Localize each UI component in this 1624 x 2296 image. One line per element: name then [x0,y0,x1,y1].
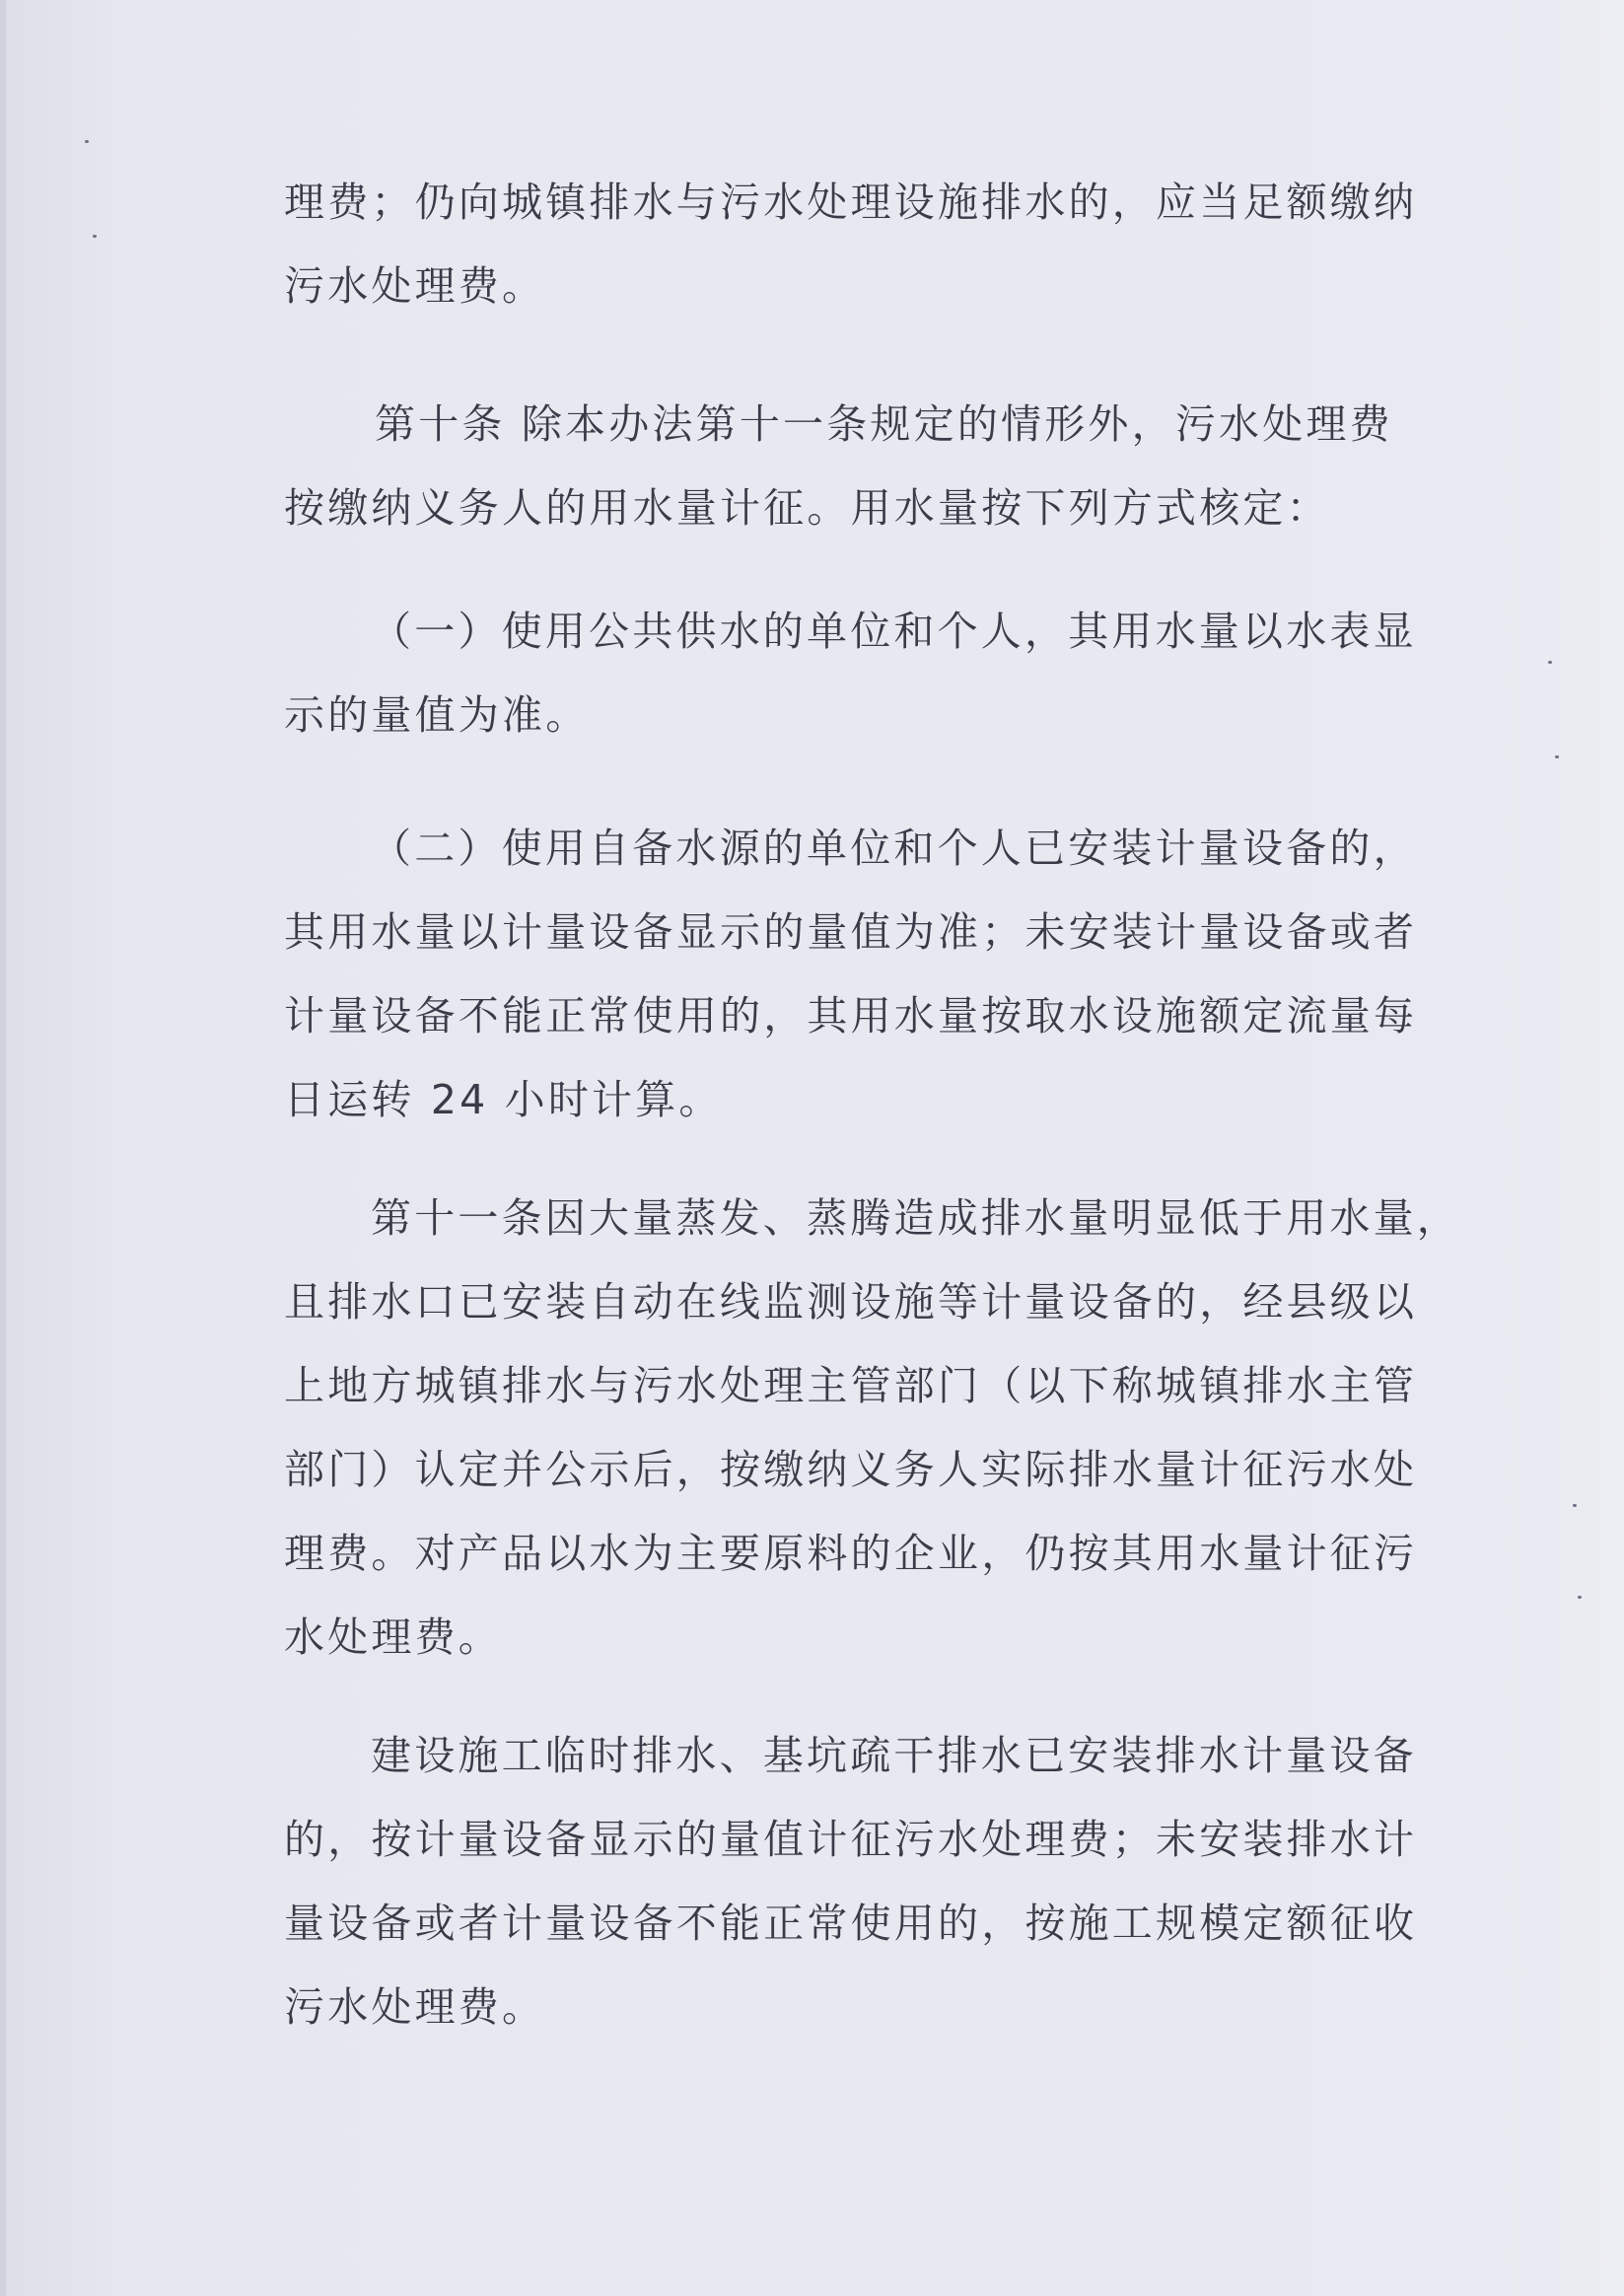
text-line: （一）使用公共供水的单位和个人，其用水量以水表显 [371,608,1417,655]
text-line: 按缴纳义务人的用水量计征。用水量按下列方式核定： [284,484,1330,532]
text-line: 上地方城镇排水与污水处理主管部门（以下称城镇排水主管 [284,1362,1418,1409]
scan-speck [1555,755,1559,758]
text-line: 第十条 除本办法第十一条规定的情形外，污水处理费 [375,400,1393,448]
text-line: 日运转 24 小时计算。 [284,1076,723,1123]
text-line: 第十一条因大量蒸发、蒸腾造成排水量明显低于用水量， [371,1194,1460,1242]
text-line: 部门）认定并公示后，按缴纳义务人实际排水量计征污水处 [284,1446,1418,1493]
text-line: 其用水量以计量设备显示的量值为准；未安装计量设备或者 [284,908,1418,956]
text-line: 污水处理费。 [284,262,546,310]
scan-speck [1548,661,1552,664]
text-line: 量设备或者计量设备不能正常使用的，按施工规模定额征收 [284,1900,1418,1947]
text-line: 污水处理费。 [284,1983,546,2031]
scan-speck [93,235,97,238]
page-left-edge [0,0,6,2296]
scan-speck [1578,1596,1582,1599]
scan-speck [1573,1504,1577,1507]
text-line: 水处理费。 [284,1614,502,1661]
text-line: 计量设备不能正常使用的，其用水量按取水设施额定流量每 [284,992,1418,1040]
text-line: 的，按计量设备显示的量值计征污水处理费；未安装排水计 [284,1816,1418,1863]
text-line: （二）使用自备水源的单位和个人已安装计量设备的， [371,825,1417,872]
scan-speck [85,140,89,143]
text-line: 示的量值为准。 [284,691,590,739]
text-line: 且排水口已安装自动在线监测设施等计量设备的，经县级以 [284,1278,1418,1326]
text-line: 建设施工临时排水、基坑疏干排水已安装排水计量设备 [371,1732,1417,1779]
text-line: 理费。对产品以水为主要原料的企业，仍按其用水量计征污 [284,1530,1418,1577]
text-line: 理费；仍向城镇排水与污水处理设施排水的，应当足额缴纳 [284,179,1418,226]
